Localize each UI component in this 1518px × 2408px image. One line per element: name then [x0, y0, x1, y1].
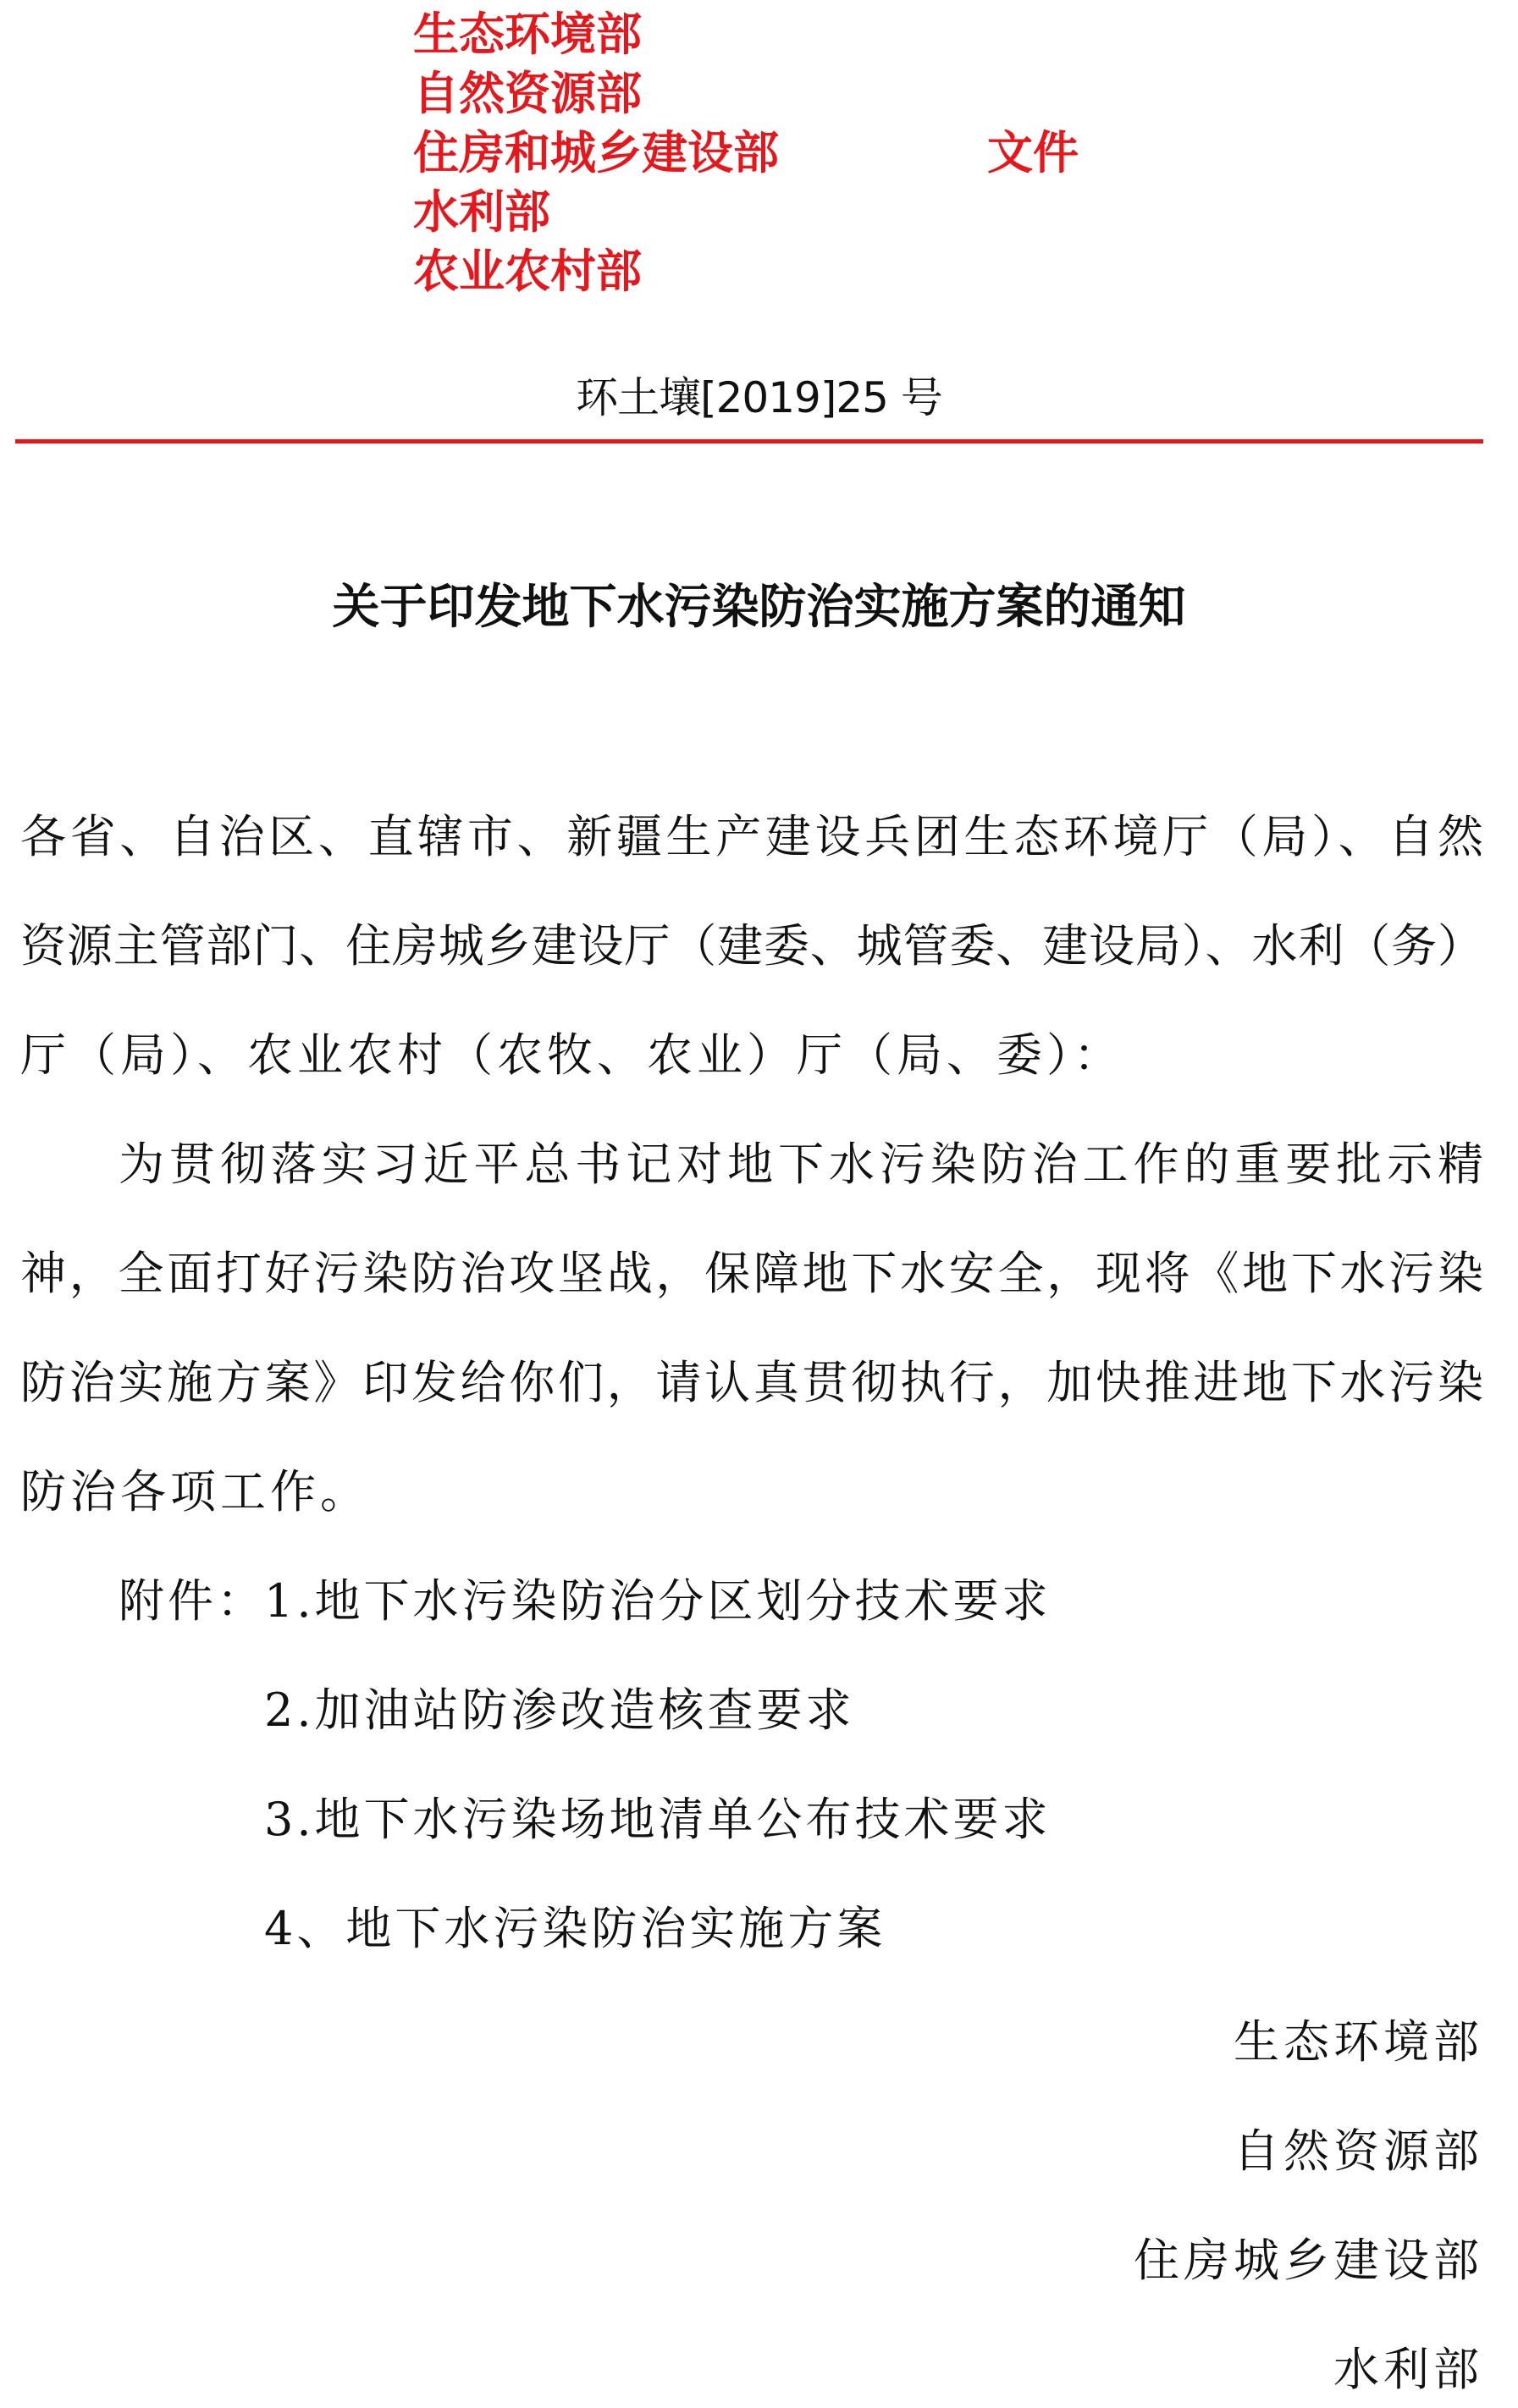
attachment-item: 4、地下水污染防治实施方案 [264, 1902, 886, 1955]
signatory: 住房城乡建设部 [1134, 2234, 1483, 2287]
signatory: 生态环境部 [1234, 2015, 1483, 2069]
document-number: 环土壤[2019]25 号 [576, 373, 942, 422]
attachment-item: 3.地下水污染场地清单公布技术要求 [264, 1793, 1052, 1846]
salutation-line: 各省、自治区、直辖市、新疆生产建设兵团生态环境厅（局）、自然 [20, 810, 1483, 863]
issuer-name: 农业农村部 [413, 245, 642, 298]
signatory: 自然资源部 [1234, 2124, 1483, 2178]
issuer-name: 生态环境部 [413, 8, 642, 61]
paragraph-line: 防治各项工作。 [20, 1465, 370, 1518]
attachment-item: 1.地下水污染防治分区划分技术要求 [264, 1574, 1052, 1628]
header-divider [15, 439, 1483, 444]
issuer-list [413, 5, 779, 301]
salutation-line: 厅（局）、农业农村（农牧、农业）厅（局、委）： [20, 1028, 1123, 1082]
issuer-name: 水利部 [413, 185, 550, 239]
document-title: 关于印发地下水污染防治实施方案的通知 [332, 580, 1186, 635]
issuer-name: 住房和城乡建设部 [413, 126, 779, 179]
paragraph-line: 为贯彻落实习近平总书记对地下水污染防治工作的重要批示精 [119, 1138, 1483, 1191]
paragraph-line: 神，全面打好污染防治攻坚战，保障地下水安全，现将《地下水污染 [20, 1247, 1483, 1300]
salutation-line: 资源主管部门、住房城乡建设厅（建委、城管委、建设局）、水利（务） [20, 919, 1483, 973]
document-label: 文件 [987, 126, 1079, 179]
paragraph-line: 防治实施方案》印发给你们，请认真贯彻执行，加快推进地下水污染 [20, 1356, 1483, 1409]
attachments-label: 附件： [119, 1574, 266, 1628]
attachment-item: 2.加油站防渗改造核查要求 [264, 1683, 855, 1737]
signatory: 水利部 [1333, 2343, 1483, 2396]
issuer-name: 自然资源部 [413, 67, 642, 120]
